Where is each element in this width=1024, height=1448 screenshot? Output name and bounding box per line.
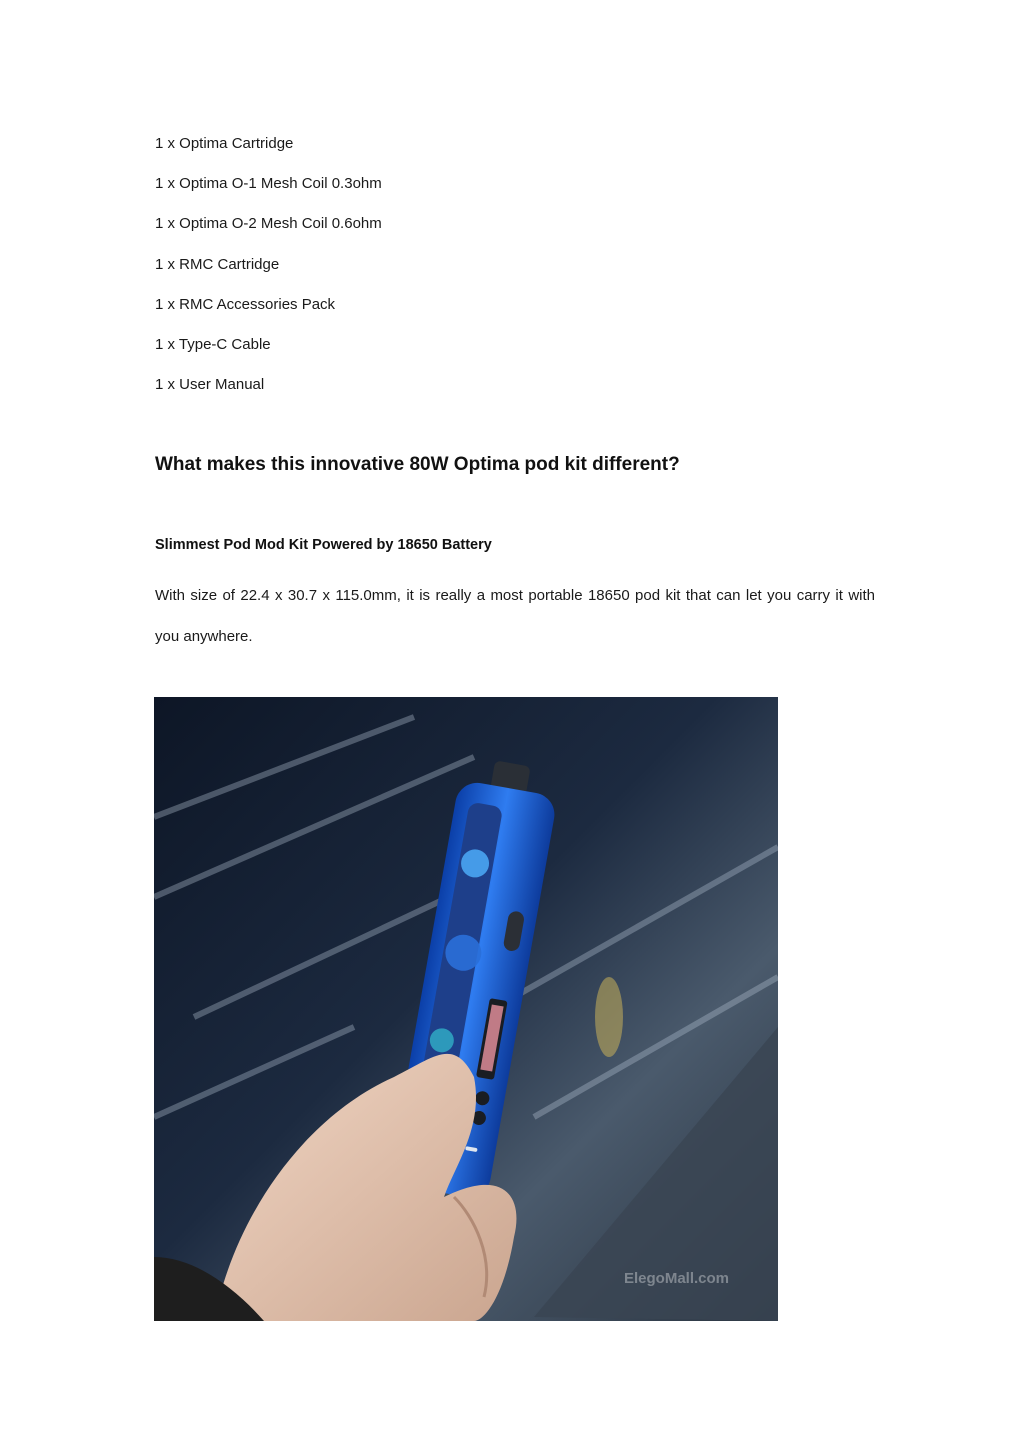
list-item: 1 x Type-C Cable: [155, 336, 271, 353]
body-paragraph: With size of 22.4 x 30.7 x 115.0mm, it is really a most portable 18650 pod kit that can let you carry it with you anywhere.: [155, 587, 875, 645]
list-item: 1 x Optima O-1 Mesh Coil 0.3ohm: [155, 175, 382, 192]
list-item: 1 x RMC Cartridge: [155, 256, 280, 273]
section-subheading: Slimmest Pod Mod Kit Powered by 18650 Battery: [155, 537, 492, 553]
product-photo: [154, 697, 778, 1321]
section-heading: What makes this innovative 80W Optima pod kit different?: [155, 454, 680, 475]
list-item: 1 x Optima Cartridge: [155, 135, 294, 152]
watermark: ElegoMall.com: [624, 1270, 730, 1287]
list-item: 1 x User Manual: [155, 376, 265, 393]
list-item: 1 x RMC Accessories Pack: [155, 296, 336, 313]
list-item: 1 x Optima O-2 Mesh Coil 0.6ohm: [155, 215, 382, 232]
